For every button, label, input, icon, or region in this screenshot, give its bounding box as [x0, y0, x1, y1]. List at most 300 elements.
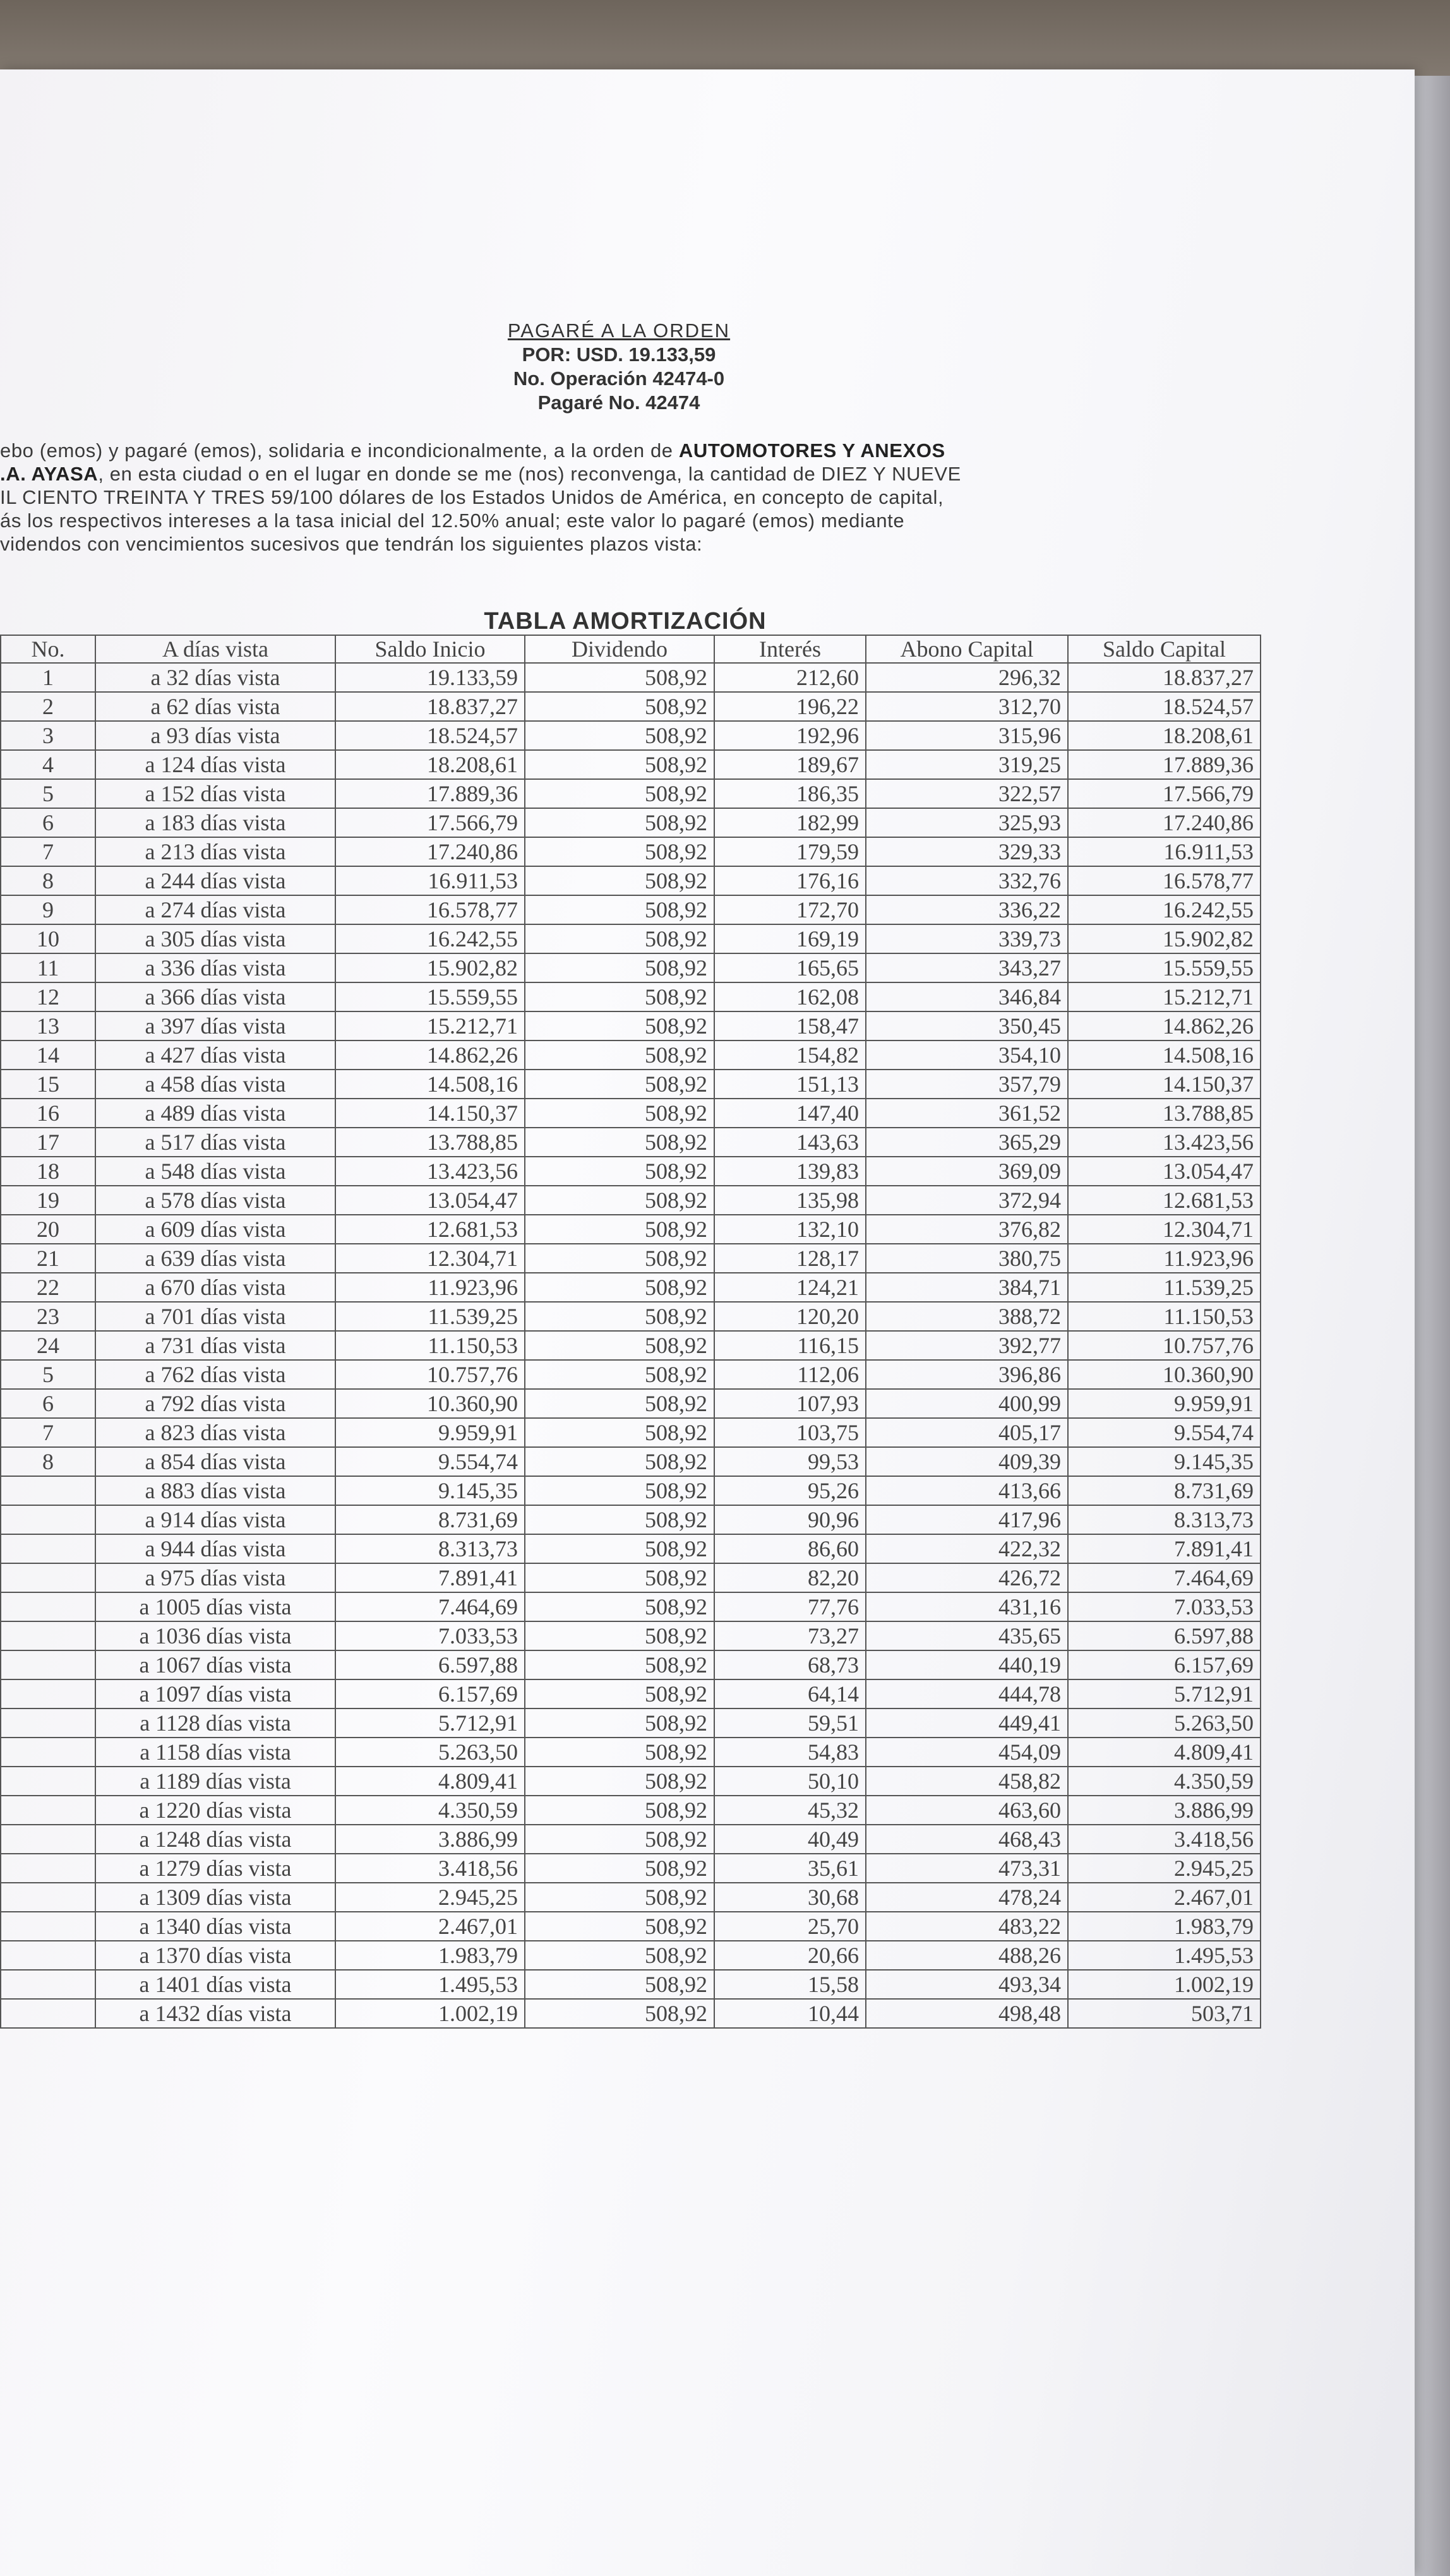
table-cell: 179,59	[714, 837, 866, 866]
table-cell: 336,22	[866, 895, 1068, 924]
table-cell: 405,17	[866, 1418, 1068, 1447]
table-cell: 508,92	[525, 1592, 714, 1621]
table-cell: a 792 días vista	[95, 1389, 335, 1418]
table-cell: a 213 días vista	[95, 837, 335, 866]
table-cell	[1, 1650, 95, 1679]
table-cell: 19	[1, 1186, 95, 1215]
table-cell: 16.911,53	[335, 866, 525, 895]
table-cell: 384,71	[866, 1273, 1068, 1302]
table-cell: 339,73	[866, 924, 1068, 953]
table-cell: a 1005 días vista	[95, 1592, 335, 1621]
table-cell: 186,35	[714, 779, 866, 808]
table-cell: 508,92	[525, 1331, 714, 1360]
table-cell: 3.418,56	[1068, 1825, 1261, 1854]
table-cell: 154,82	[714, 1041, 866, 1070]
table-cell	[1, 1505, 95, 1534]
table-cell: 8	[1, 1447, 95, 1476]
table-cell: 18.208,61	[1068, 721, 1261, 750]
column-header: Dividendo	[525, 635, 714, 663]
table-cell: 473,31	[866, 1854, 1068, 1883]
table-cell: a 93 días vista	[95, 721, 335, 750]
table-cell: 508,92	[525, 1011, 714, 1041]
table-cell: 64,14	[714, 1679, 866, 1708]
table-cell: 11.923,96	[1068, 1244, 1261, 1273]
table-cell: 7.033,53	[1068, 1592, 1261, 1621]
table-cell: 440,19	[866, 1650, 1068, 1679]
table-cell: a 1158 días vista	[95, 1738, 335, 1767]
table-cell: 388,72	[866, 1302, 1068, 1331]
column-header: Saldo Inicio	[335, 635, 525, 663]
table-cell: 6.157,69	[1068, 1650, 1261, 1679]
table-cell: 396,86	[866, 1360, 1068, 1389]
table-cell: 22	[1, 1273, 95, 1302]
table-row	[1, 1912, 1261, 1941]
amortization-table	[0, 635, 1261, 2029]
table-cell: 135,98	[714, 1186, 866, 1215]
table-cell: 11.539,25	[335, 1302, 525, 1331]
table-row	[1, 895, 1261, 924]
table-cell: 9.959,91	[335, 1418, 525, 1447]
table-cell: a 1432 días vista	[95, 1999, 335, 2028]
table-cell: 15,58	[714, 1970, 866, 1999]
table-cell: 143,63	[714, 1128, 866, 1157]
table-cell: 468,43	[866, 1825, 1068, 1854]
table-cell: 14.150,37	[335, 1099, 525, 1128]
table-row	[1, 953, 1261, 982]
amount-line: POR: USD. 19.133,59	[522, 343, 716, 366]
table-cell: 431,16	[866, 1592, 1068, 1621]
table-row	[1, 1999, 1261, 2028]
table-row	[1, 1070, 1261, 1099]
table-cell: 5	[1, 779, 95, 808]
table-cell: 6.597,88	[335, 1650, 525, 1679]
table-cell: 426,72	[866, 1563, 1068, 1592]
table-row	[1, 1679, 1261, 1708]
table-cell: 151,13	[714, 1070, 866, 1099]
table-row	[1, 1825, 1261, 1854]
table-cell: 50,10	[714, 1767, 866, 1796]
table-cell: 59,51	[714, 1708, 866, 1738]
table-cell: 5.263,50	[335, 1738, 525, 1767]
column-header: No.	[1, 635, 95, 663]
table-cell: 15	[1, 1070, 95, 1099]
table-cell: a 427 días vista	[95, 1041, 335, 1070]
table-cell: 99,53	[714, 1447, 866, 1476]
table-cell: 8	[1, 866, 95, 895]
table-cell: a 914 días vista	[95, 1505, 335, 1534]
table-cell: 68,73	[714, 1650, 866, 1679]
table-cell: 7	[1, 837, 95, 866]
table-cell: 5.712,91	[1068, 1679, 1261, 1708]
table-row	[1, 1941, 1261, 1970]
table-cell: 1.983,79	[1068, 1912, 1261, 1941]
table-cell: 1.495,53	[1068, 1941, 1261, 1970]
table-cell: 4.809,41	[1068, 1738, 1261, 1767]
table-cell: a 1189 días vista	[95, 1767, 335, 1796]
table-row	[1, 1563, 1261, 1592]
table-cell: 3.886,99	[1068, 1796, 1261, 1825]
table-cell: 1.002,19	[1068, 1970, 1261, 1999]
table-cell: a 639 días vista	[95, 1244, 335, 1273]
table-cell: 508,92	[525, 1476, 714, 1505]
table-cell: 189,67	[714, 750, 866, 779]
intro-bold-text: .A. AYASA	[0, 463, 99, 485]
table-cell: 16.578,77	[335, 895, 525, 924]
table-cell: 508,92	[525, 1825, 714, 1854]
table-cell: 4	[1, 750, 95, 779]
table-cell: 435,65	[866, 1621, 1068, 1650]
table-cell: 483,22	[866, 1912, 1068, 1941]
table-cell: 508,92	[525, 1708, 714, 1738]
column-header: Saldo Capital	[1068, 635, 1261, 663]
table-cell: 508,92	[525, 1273, 714, 1302]
table-row	[1, 1418, 1261, 1447]
table-row	[1, 1970, 1261, 1999]
table-row	[1, 1738, 1261, 1767]
column-header: Interés	[714, 635, 866, 663]
table-cell: 508,92	[525, 1186, 714, 1215]
table-cell: a 489 días vista	[95, 1099, 335, 1128]
table-cell: 9.554,74	[1068, 1418, 1261, 1447]
table-cell: 6	[1, 1389, 95, 1418]
table-cell: 508,92	[525, 1447, 714, 1476]
table-cell: 3	[1, 721, 95, 750]
table-cell: a 397 días vista	[95, 1011, 335, 1041]
table-cell	[1, 1825, 95, 1854]
table-cell: 444,78	[866, 1679, 1068, 1708]
table-cell: 508,92	[525, 779, 714, 808]
table-cell: a 670 días vista	[95, 1273, 335, 1302]
table-cell: 8.731,69	[335, 1505, 525, 1534]
table-cell: a 152 días vista	[95, 779, 335, 808]
table-cell: 212,60	[714, 663, 866, 692]
table-cell	[1, 1679, 95, 1708]
table-cell: 20	[1, 1215, 95, 1244]
table-cell: 346,84	[866, 982, 1068, 1011]
intro-line	[0, 509, 1260, 532]
table-cell: 107,93	[714, 1389, 866, 1418]
table-cell: 454,09	[866, 1738, 1068, 1767]
table-cell: 508,92	[525, 1418, 714, 1447]
table-cell: a 823 días vista	[95, 1418, 335, 1447]
intro-text: IL CIENTO TREINTA Y TRES 59/100 dólares de los Estados Unidos de América, en concepto de capital,	[0, 486, 944, 508]
table-cell: 5.712,91	[335, 1708, 525, 1738]
table-row	[1, 1302, 1261, 1331]
table-cell: a 124 días vista	[95, 750, 335, 779]
table-cell: 11.539,25	[1068, 1273, 1261, 1302]
table-row	[1, 750, 1261, 779]
table-cell: a 1401 días vista	[95, 1970, 335, 1999]
table-cell: 124,21	[714, 1273, 866, 1302]
table-cell: 354,10	[866, 1041, 1068, 1070]
table-cell	[1, 1563, 95, 1592]
table-cell: 508,92	[525, 924, 714, 953]
table-cell: 182,99	[714, 808, 866, 837]
table-row	[1, 1389, 1261, 1418]
table-cell: 508,92	[525, 1767, 714, 1796]
table-cell: 12.681,53	[335, 1215, 525, 1244]
table-cell: 508,92	[525, 1389, 714, 1418]
table-cell	[1, 1621, 95, 1650]
table-cell: a 609 días vista	[95, 1215, 335, 1244]
table-cell: 17.566,79	[335, 808, 525, 837]
table-row	[1, 692, 1261, 721]
table-cell: 112,06	[714, 1360, 866, 1389]
table-cell: a 854 días vista	[95, 1447, 335, 1476]
intro-text: videndos con vencimientos sucesivos que tendrán los siguientes plazos vista:	[0, 533, 703, 555]
table-cell: 17.240,86	[1068, 808, 1261, 837]
table-cell: 380,75	[866, 1244, 1068, 1273]
table-row	[1, 1505, 1261, 1534]
table-cell: 13	[1, 1011, 95, 1041]
table-cell: 9	[1, 895, 95, 924]
table-cell: a 883 días vista	[95, 1476, 335, 1505]
table-cell: 7.464,69	[335, 1592, 525, 1621]
table-cell: 508,92	[525, 1650, 714, 1679]
table-cell	[1, 1767, 95, 1796]
table-cell: 508,92	[525, 1621, 714, 1650]
table-cell: 449,41	[866, 1708, 1068, 1738]
table-cell: a 458 días vista	[95, 1070, 335, 1099]
intro-line	[0, 462, 1260, 486]
table-cell: 508,92	[525, 866, 714, 895]
table-cell: 7	[1, 1418, 95, 1447]
table-cell: a 975 días vista	[95, 1563, 335, 1592]
table-cell: a 1067 días vista	[95, 1650, 335, 1679]
table-cell: a 183 días vista	[95, 808, 335, 837]
table-cell: 165,65	[714, 953, 866, 982]
table-cell: 350,45	[866, 1011, 1068, 1041]
table-cell: 20,66	[714, 1941, 866, 1970]
table-cell: 10.360,90	[1068, 1360, 1261, 1389]
intro-line	[0, 486, 1260, 509]
table-cell: a 366 días vista	[95, 982, 335, 1011]
table-cell: 508,92	[525, 982, 714, 1011]
table-cell: 508,92	[525, 1999, 714, 2028]
table-cell: 10.360,90	[335, 1389, 525, 1418]
table-cell: 147,40	[714, 1099, 866, 1128]
table-cell: a 244 días vista	[95, 866, 335, 895]
table-cell: 508,92	[525, 1099, 714, 1128]
table-cell: 14.862,26	[1068, 1011, 1261, 1041]
table-cell: a 1220 días vista	[95, 1796, 335, 1825]
table-cell: 15.212,71	[1068, 982, 1261, 1011]
table-cell: 16.911,53	[1068, 837, 1261, 866]
table-cell: 2.467,01	[335, 1912, 525, 1941]
table-cell: 1.495,53	[335, 1970, 525, 1999]
table-cell: 18.837,27	[335, 692, 525, 721]
intro-paragraph	[0, 439, 1260, 556]
table-cell: 120,20	[714, 1302, 866, 1331]
table-cell: 17.889,36	[335, 779, 525, 808]
table-cell: a 305 días vista	[95, 924, 335, 953]
table-row	[1, 1534, 1261, 1563]
table-cell: 315,96	[866, 721, 1068, 750]
table-cell: 365,29	[866, 1128, 1068, 1157]
table-cell: 13.423,56	[1068, 1128, 1261, 1157]
table-cell: 14.862,26	[335, 1041, 525, 1070]
table-cell: 409,39	[866, 1447, 1068, 1476]
table-cell: 18.837,27	[1068, 663, 1261, 692]
table-cell: 30,68	[714, 1883, 866, 1912]
table-cell: 329,33	[866, 837, 1068, 866]
table-cell: 508,92	[525, 1883, 714, 1912]
table-cell: 17.566,79	[1068, 779, 1261, 808]
table-row	[1, 1708, 1261, 1738]
table-header-row	[1, 635, 1261, 663]
table-cell	[1, 1534, 95, 1563]
table-cell: 376,82	[866, 1215, 1068, 1244]
table-cell: 508,92	[525, 1796, 714, 1825]
table-row	[1, 1854, 1261, 1883]
table-cell: 508,92	[525, 1534, 714, 1563]
table-cell	[1, 1796, 95, 1825]
table-cell: 9.145,35	[335, 1476, 525, 1505]
table-cell: a 1036 días vista	[95, 1621, 335, 1650]
table-cell: 508,92	[525, 721, 714, 750]
table-cell: 19.133,59	[335, 663, 525, 692]
table-cell: 18.524,57	[1068, 692, 1261, 721]
table-cell: 11	[1, 953, 95, 982]
table-row	[1, 1273, 1261, 1302]
table-cell: 18.208,61	[335, 750, 525, 779]
table-cell: 11.923,96	[335, 1273, 525, 1302]
table-cell: 18.524,57	[335, 721, 525, 750]
table-cell: 357,79	[866, 1070, 1068, 1099]
table-cell	[1, 1941, 95, 1970]
intro-text: ebo (emos) y pagaré (emos), solidaria e incondicionalmente, a la orden de	[0, 439, 679, 462]
table-row	[1, 1011, 1261, 1041]
intro-bold-text: AUTOMOTORES Y ANEXOS	[678, 439, 945, 462]
table-cell: 14.150,37	[1068, 1070, 1261, 1099]
note-number-line: Pagaré No. 42474	[537, 391, 700, 414]
table-title: TABLA AMORTIZACIÓN	[484, 608, 767, 635]
table-cell: 77,76	[714, 1592, 866, 1621]
table-cell: 508,92	[525, 692, 714, 721]
table-cell: a 336 días vista	[95, 953, 335, 982]
table-cell: 7.464,69	[1068, 1563, 1261, 1592]
table-cell: a 944 días vista	[95, 1534, 335, 1563]
table-cell: 508,92	[525, 1679, 714, 1708]
table-cell: 15.559,55	[335, 982, 525, 1011]
table-cell: a 762 días vista	[95, 1360, 335, 1389]
table-cell: 4.809,41	[335, 1767, 525, 1796]
table-cell: 7.033,53	[335, 1621, 525, 1650]
table-cell: 508,92	[525, 663, 714, 692]
table-cell: 12	[1, 982, 95, 1011]
table-cell: 4.350,59	[1068, 1767, 1261, 1796]
table-cell: a 1309 días vista	[95, 1883, 335, 1912]
table-cell: 6	[1, 808, 95, 837]
table-cell: 508,92	[525, 1041, 714, 1070]
table-cell: 458,82	[866, 1767, 1068, 1796]
table-cell	[1, 1476, 95, 1505]
table-body	[1, 663, 1261, 2028]
table-row	[1, 1447, 1261, 1476]
table-cell: 158,47	[714, 1011, 866, 1041]
table-cell: a 731 días vista	[95, 1331, 335, 1360]
table-cell: a 274 días vista	[95, 895, 335, 924]
table-cell: 17	[1, 1128, 95, 1157]
table-cell: 17.240,86	[335, 837, 525, 866]
table-cell: a 32 días vista	[95, 663, 335, 692]
table-cell: a 62 días vista	[95, 692, 335, 721]
table-cell: 392,77	[866, 1331, 1068, 1360]
table-cell: 503,71	[1068, 1999, 1261, 2028]
table-cell: 11.150,53	[1068, 1302, 1261, 1331]
table-cell: a 1370 días vista	[95, 1941, 335, 1970]
table-cell: 21	[1, 1244, 95, 1273]
table-row	[1, 1331, 1261, 1360]
table-row	[1, 1157, 1261, 1186]
table-cell: 7.891,41	[1068, 1534, 1261, 1563]
table-cell: 1	[1, 663, 95, 692]
table-cell: 413,66	[866, 1476, 1068, 1505]
table-cell: 139,83	[714, 1157, 866, 1186]
table-cell: 16.578,77	[1068, 866, 1261, 895]
table-cell: 13.423,56	[335, 1157, 525, 1186]
table-row	[1, 1186, 1261, 1215]
table-cell: 2.945,25	[335, 1883, 525, 1912]
table-cell: 14	[1, 1041, 95, 1070]
table-cell: 196,22	[714, 692, 866, 721]
table-cell: 172,70	[714, 895, 866, 924]
table-cell: 169,19	[714, 924, 866, 953]
table-cell: 12.681,53	[1068, 1186, 1261, 1215]
table-cell: 332,76	[866, 866, 1068, 895]
table-cell: 18	[1, 1157, 95, 1186]
table-cell: 508,92	[525, 1302, 714, 1331]
table-row	[1, 1215, 1261, 1244]
table-row	[1, 1883, 1261, 1912]
column-header: Abono Capital	[866, 635, 1068, 663]
table-cell: 8.313,73	[335, 1534, 525, 1563]
table-cell: a 517 días vista	[95, 1128, 335, 1157]
table-cell: 13.788,85	[335, 1128, 525, 1157]
table-cell: 6.157,69	[335, 1679, 525, 1708]
table-cell: 508,92	[525, 1244, 714, 1273]
table-cell: 24	[1, 1331, 95, 1360]
table-cell: 10.757,76	[335, 1360, 525, 1389]
table-cell: 508,92	[525, 1970, 714, 1999]
table-cell	[1, 1854, 95, 1883]
table-cell: a 1128 días vista	[95, 1708, 335, 1738]
table-cell: 128,17	[714, 1244, 866, 1273]
table-row	[1, 808, 1261, 837]
intro-line	[0, 532, 1260, 556]
table-cell: a 1248 días vista	[95, 1825, 335, 1854]
table-row	[1, 1476, 1261, 1505]
table-cell: 16.242,55	[1068, 895, 1261, 924]
column-header: A días vista	[95, 635, 335, 663]
table-cell: a 1097 días vista	[95, 1679, 335, 1708]
table-cell: a 1279 días vista	[95, 1854, 335, 1883]
table-row	[1, 1767, 1261, 1796]
table-cell: 8.731,69	[1068, 1476, 1261, 1505]
table-cell: 13.054,47	[1068, 1157, 1261, 1186]
table-cell: 5.263,50	[1068, 1708, 1261, 1738]
table-row	[1, 1099, 1261, 1128]
table-cell: 508,92	[525, 1738, 714, 1767]
table-row	[1, 866, 1261, 895]
table-cell: 9.554,74	[335, 1447, 525, 1476]
table-cell: 10	[1, 924, 95, 953]
table-cell: 192,96	[714, 721, 866, 750]
document-heading	[455, 319, 783, 415]
table-cell: 86,60	[714, 1534, 866, 1563]
table-cell: 8.313,73	[1068, 1505, 1261, 1534]
table-cell: 508,92	[525, 1912, 714, 1941]
